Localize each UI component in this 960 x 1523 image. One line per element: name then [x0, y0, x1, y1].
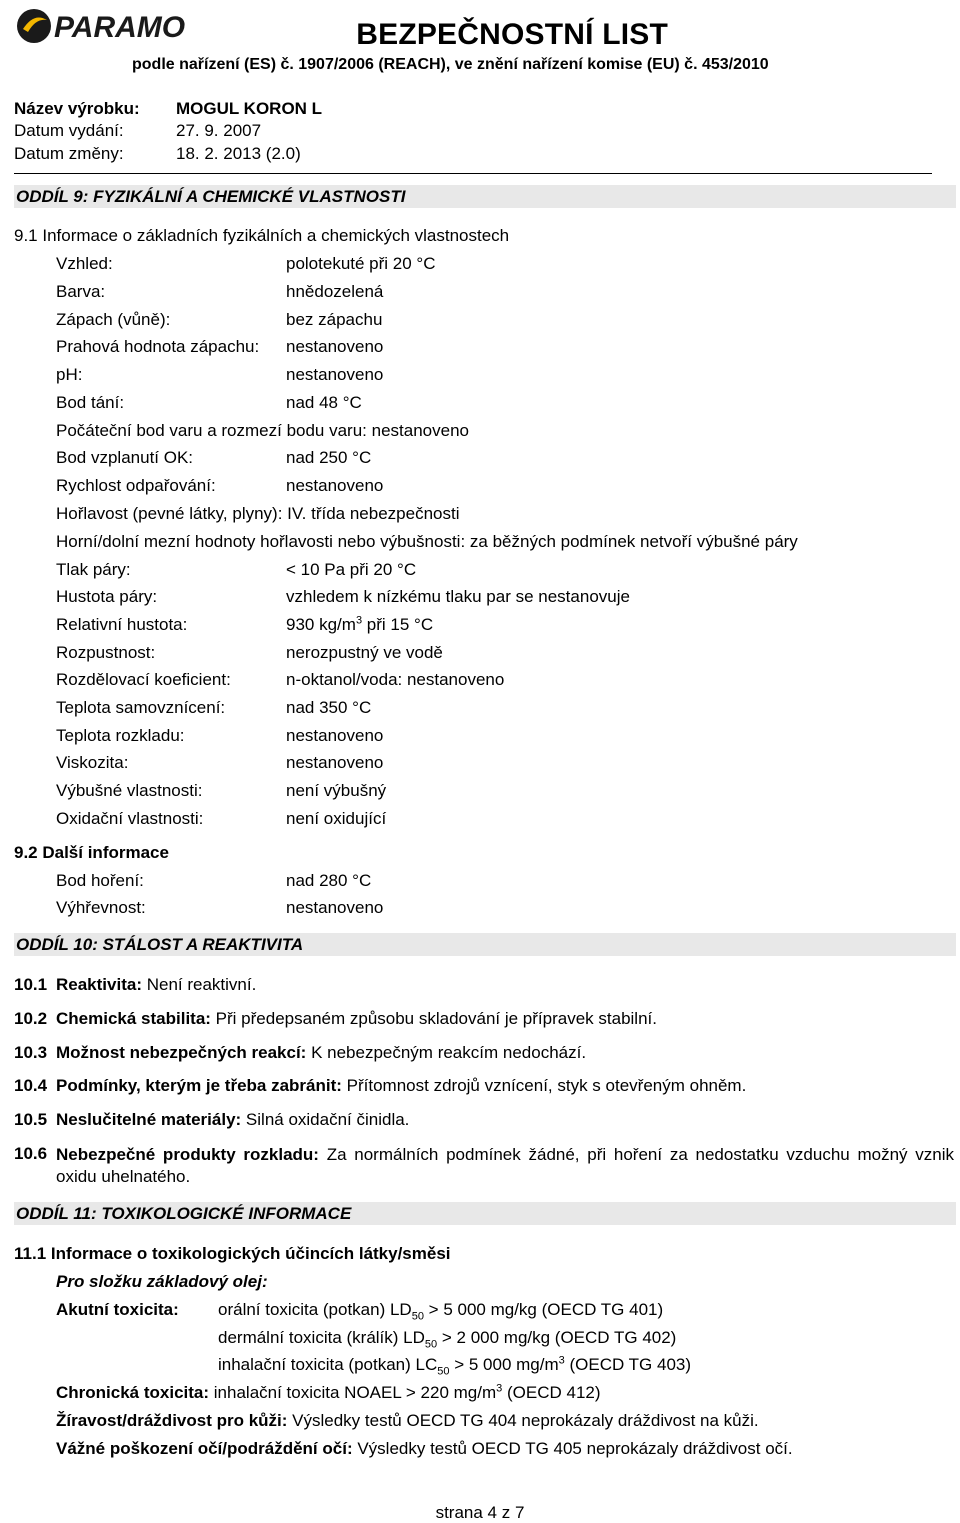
flammability-text: Hořlavost (pevné látky, plyny): IV. třída nebezpečnosti [56, 504, 460, 523]
stability-item: Podmínky, kterým je třeba zabránit: Přítomnost zdrojů vznícení, styk s otevřeným ohněm. [56, 1076, 747, 1095]
stability-item: Chemická stabilita: Při předepsaném způsobu skladování je přípravek stabilní. [56, 1009, 657, 1028]
header-divider [14, 173, 932, 174]
property-label: pH: [56, 365, 83, 384]
property-label: Viskozita: [56, 753, 129, 772]
property-value: nestanoveno [286, 476, 384, 495]
property-label: Hustota páry: [56, 587, 158, 606]
component-heading: Pro složku základový olej: [56, 1272, 268, 1291]
property-value: nestanoveno [286, 365, 384, 384]
acute-toxicity-oral: orální toxicita (potkan) $LD_{50} > 5$ 000 mg/kg (OECD TG 401) [218, 1300, 664, 1323]
property-value: nad 350 °C [286, 698, 372, 717]
stability-item: Nebezpečné produkty rozkladu: Za normálních podmínek žádné, při hoření za nedostatku vzduchu možný vznik oxidu uhelnatého. [56, 1145, 955, 1186]
property-label: Bod tání: [56, 393, 125, 412]
property-value: vzhledem k nízkému tlaku par se nestanovuje [286, 587, 630, 606]
skin-irritation: Žíravost/dráždivost pro kůži: Výsledky testů OECD TG 404 neprokázaly dráždivost na kůži. [56, 1411, 759, 1430]
item-number: 10.1 [14, 975, 48, 994]
chronic-toxicity: Chronická toxicita: inhalační toxicita NOAEL > 220 $mg/m^3$ (OECD 412) [56, 1382, 601, 1402]
acute-toxicity-inhalation: inhalační toxicita (potkan) $LC_{50} > 5$ 000 $mg/m^3$ (OECD TG 403) [218, 1354, 692, 1378]
item-number: 10.5 [14, 1110, 48, 1129]
change-date-value: 18. 2. 2013 (2.0) [176, 144, 301, 163]
property-label: Zápach (vůně): [56, 310, 171, 329]
subsection-9-2-heading: 9.2 Další informace [14, 843, 169, 862]
property-label: Oxidační vlastnosti: [56, 809, 204, 828]
property-value: není výbušný [286, 781, 387, 800]
property-value: 930 $kg/m^3$ při 15 °C [286, 614, 434, 634]
product-name-label: Název výrobku: [14, 99, 140, 118]
property-label: Rozdělovací koeficient: [56, 670, 231, 689]
property-label: Výbušné vlastnosti: [56, 781, 203, 800]
property-value: nestanoveno [286, 337, 384, 356]
property-value: není oxidující [286, 809, 387, 828]
property-value: nad 280 °C [286, 871, 372, 890]
item-number: 10.3 [14, 1043, 48, 1062]
property-label: Prahová hodnota zápachu: [56, 337, 260, 356]
property-label: Relativní hustota: [56, 615, 188, 634]
subsection-9-1-heading: 9.1 Informace o základních fyzikálních a chemických vlastnostech [14, 226, 510, 245]
property-label: Rychlost odpařování: [56, 476, 216, 495]
property-value: polotekuté při 20 °C [286, 254, 436, 273]
stability-item: Možnost nebezpečných reakcí: K nebezpečným reakcím nedochází. [56, 1043, 587, 1062]
property-label: Rozpustnost: [56, 643, 156, 662]
property-label: Barva: [56, 282, 106, 301]
acute-toxicity-dermal: dermální toxicita (králík) $LD_{50} > 2$ 000 mg/kg (OECD TG 402) [218, 1328, 677, 1351]
property-label: Teplota samovznícení: [56, 698, 226, 717]
item-number: 10.6 [14, 1144, 48, 1163]
property-label: Tlak páry: [56, 560, 131, 579]
eye-irritation: Vážné poškození očí/podráždění očí: Výsledky testů OECD TG 405 neprokázaly dráždivost očí. [56, 1439, 793, 1458]
property-value: nad 250 °C [286, 448, 372, 467]
product-name-value: MOGUL KORON L [176, 99, 323, 118]
change-date-label: Datum změny: [14, 144, 124, 163]
property-value: nestanoveno [286, 726, 384, 745]
acute-toxicity-label: Akutní toxicita: [56, 1300, 179, 1319]
property-value: nestanoveno [286, 753, 384, 772]
property-value: nerozpustný ve vodě [286, 643, 443, 662]
logo-wordmark: PARAMO [54, 11, 186, 44]
property-label: Vzhled: [56, 254, 113, 273]
property-label: Výhřevnost: [56, 898, 146, 917]
item-number: 10.2 [14, 1009, 48, 1028]
property-label: Bod vzplanutí OK: [56, 448, 194, 467]
property-value: nad 48 °C [286, 393, 362, 412]
section-11-heading: ODDÍL 11: TOXIKOLOGICKÉ INFORMACE [14, 1202, 956, 1225]
explosive-limits-text: Horní/dolní mezní hodnoty hořlavosti nebo výbušnosti: za běžných podmínek netvoří výbušné páry [56, 532, 798, 551]
document-title: BEZPEČNOSTNÍ LIST [356, 18, 668, 51]
page-number: strana 4 z 7 [435, 1503, 525, 1522]
property-label: Bod hoření: [56, 871, 144, 890]
section-9-heading: ODDÍL 9: FYZIKÁLNÍ A CHEMICKÉ VLASTNOSTI [14, 185, 956, 208]
stability-item: Reaktivita: Není reaktivní. [56, 975, 257, 994]
company-logo [14, 4, 200, 48]
item-number: 10.4 [14, 1076, 48, 1095]
issue-date-value: 27. 9. 2007 [176, 121, 262, 140]
section-10-heading: ODDÍL 10: STÁLOST A REAKTIVITA [14, 933, 956, 956]
document-subtitle: podle nařízení (ES) č. 1907/2006 (REACH), ve znění nařízení komise (EU) č. 453/2010 [132, 56, 769, 73]
property-value: hnědozelená [286, 282, 384, 301]
subsection-11-1-heading: 11.1 Informace o toxikologických účincích látky/směsi [14, 1244, 451, 1263]
boiling-point-text: Počáteční bod varu a rozmezí bodu varu: nestanoveno [56, 421, 469, 440]
issue-date-label: Datum vydání: [14, 121, 124, 140]
property-label: Teplota rozkladu: [56, 726, 185, 745]
property-value: bez zápachu [286, 310, 383, 329]
property-value: n-oktanol/voda: nestanoveno [286, 670, 505, 689]
property-value: nestanoveno [286, 898, 384, 917]
stability-item: Neslučitelné materiály: Silná oxidační činidla. [56, 1110, 410, 1129]
property-value: < 10 Pa při 20 °C [286, 560, 417, 579]
